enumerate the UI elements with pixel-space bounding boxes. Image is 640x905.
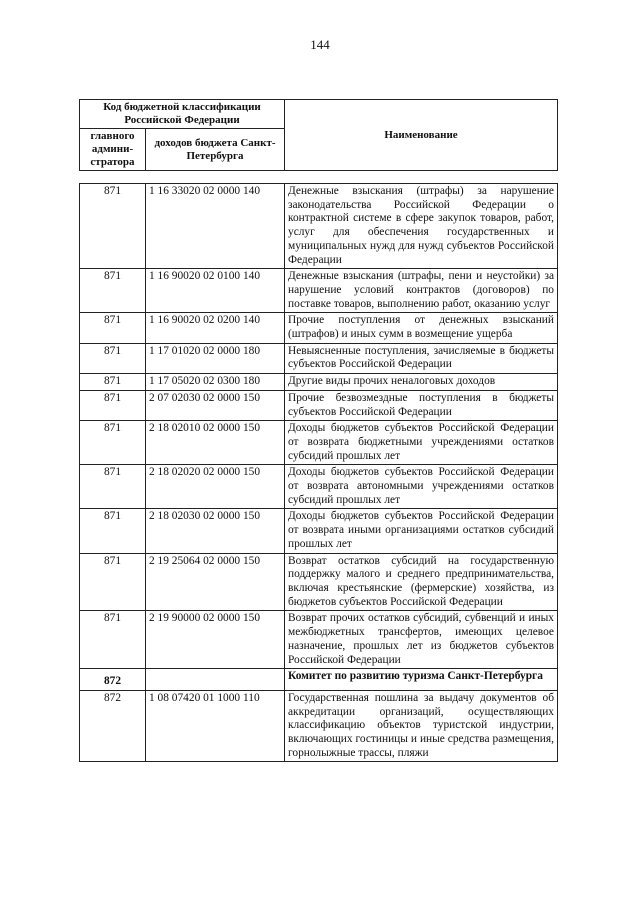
table-row [80, 421, 558, 465]
name-cell: Комитет по развитию туризма Санкт-Петербурга [285, 669, 558, 691]
income-code-cell: 2 18 02020 02 0000 150 [146, 465, 285, 509]
table-row [80, 269, 558, 313]
table-row [80, 184, 558, 269]
table-row [80, 390, 558, 420]
income-code-cell: 2 19 90000 02 0000 150 [146, 611, 285, 669]
income-code-cell: 2 07 02030 02 0000 150 [146, 390, 285, 420]
table-row [80, 313, 558, 343]
table-header [79, 99, 558, 171]
income-codes-table [79, 183, 558, 762]
name-header: Наименование [285, 100, 558, 171]
name-cell: Возврат остатков субсидий на государственную поддержку малого и среднего предпринимательства, включая крестьянские (фермерские) хозяйства, из бюджетов субъектов Российской Федерации [285, 553, 558, 611]
name-cell: Невыясненные поступления, зачисляемые в бюджеты субъектов Российской Федерации [285, 343, 558, 373]
table-row [80, 553, 558, 611]
name-cell: Денежные взыскания (штрафы, пени и неустойки) за нарушение условий контрактов (договоров) по поставке товаров, выполнению работ, оказанию услуг [285, 269, 558, 313]
income-code-cell: 1 16 90020 02 0100 140 [146, 269, 285, 313]
admin-code-cell: 871 [80, 390, 146, 420]
name-cell: Другие виды прочих неналоговых доходов [285, 374, 558, 391]
name-cell: Прочие поступления от денежных взысканий (штрафов) и иных сумм в возмещение ущерба [285, 313, 558, 343]
admin-code-cell: 871 [80, 313, 146, 343]
name-cell: Государственная пошлина за выдачу документов об аккредитации организаций, осуществляющих классификацию объектов туристской индустрии, включающих гостиницы и иные средства размещения, горнолыжные трассы, пляжи [285, 690, 558, 762]
admin-code-cell: 872 [80, 690, 146, 762]
table-row [80, 611, 558, 669]
income-code-cell: 2 19 25064 02 0000 150 [146, 553, 285, 611]
income-code-cell: 1 16 90020 02 0200 140 [146, 313, 285, 343]
admin-code-cell: 871 [80, 343, 146, 373]
table-row [80, 690, 558, 762]
name-cell: Доходы бюджетов субъектов Российской Федерации от возврата автономными учреждениями остатков субсидий прошлых лет [285, 465, 558, 509]
table-row [80, 509, 558, 553]
income-code-cell: 2 18 02010 02 0000 150 [146, 421, 285, 465]
income-code-cell: 1 17 01020 02 0000 180 [146, 343, 285, 373]
page-number: 144 [310, 37, 330, 52]
income-code-cell: 2 18 02030 02 0000 150 [146, 509, 285, 553]
name-cell: Доходы бюджетов субъектов Российской Федерации от возврата бюджетными учреждениями остатков субсидий прошлых лет [285, 421, 558, 465]
admin-header: главного админи-стратора [80, 129, 146, 171]
admin-code-cell: 871 [80, 509, 146, 553]
table-row [80, 465, 558, 509]
admin-code-cell: 871 [80, 465, 146, 509]
admin-code-cell: 872 [80, 669, 146, 691]
admin-code-cell: 871 [80, 421, 146, 465]
name-cell: Прочие безвозмездные поступления в бюджеты субъектов Российской Федерации [285, 390, 558, 420]
admin-code-cell: 871 [80, 553, 146, 611]
admin-code-cell: 871 [80, 269, 146, 313]
table-body [80, 184, 558, 762]
name-cell: Денежные взыскания (штрафы) за нарушение законодательства Российской Федерации о контрактной системе в сфере закупок товаров, работ, услуг для обеспечения государственных и муниципальных нужд для нужд субъектов Российской Федерации [285, 184, 558, 269]
income-code-cell: 1 08 07420 01 1000 110 [146, 690, 285, 762]
income-code-cell: 1 17 05020 02 0300 180 [146, 374, 285, 391]
admin-code-cell: 871 [80, 611, 146, 669]
admin-code-cell: 871 [80, 184, 146, 269]
name-cell: Доходы бюджетов субъектов Российской Федерации от возврата иными организациями остатков субсидий прошлых лет [285, 509, 558, 553]
income-code-cell [146, 669, 285, 691]
admin-code-cell: 871 [80, 374, 146, 391]
income-header: доходов бюджета Санкт-Петербурга [146, 129, 285, 171]
table-row [80, 343, 558, 373]
bk-code-header: Код бюджетной классификации Российской Федерации [80, 100, 285, 129]
name-cell: Возврат прочих остатков субсидий, субвенций и иных межбюджетных трансфертов, имеющих целевое назначение, прошлых лет из бюджетов субъектов Российской Федерации [285, 611, 558, 669]
income-code-cell: 1 16 33020 02 0000 140 [146, 184, 285, 269]
table-row [80, 374, 558, 391]
table-row [80, 669, 558, 691]
